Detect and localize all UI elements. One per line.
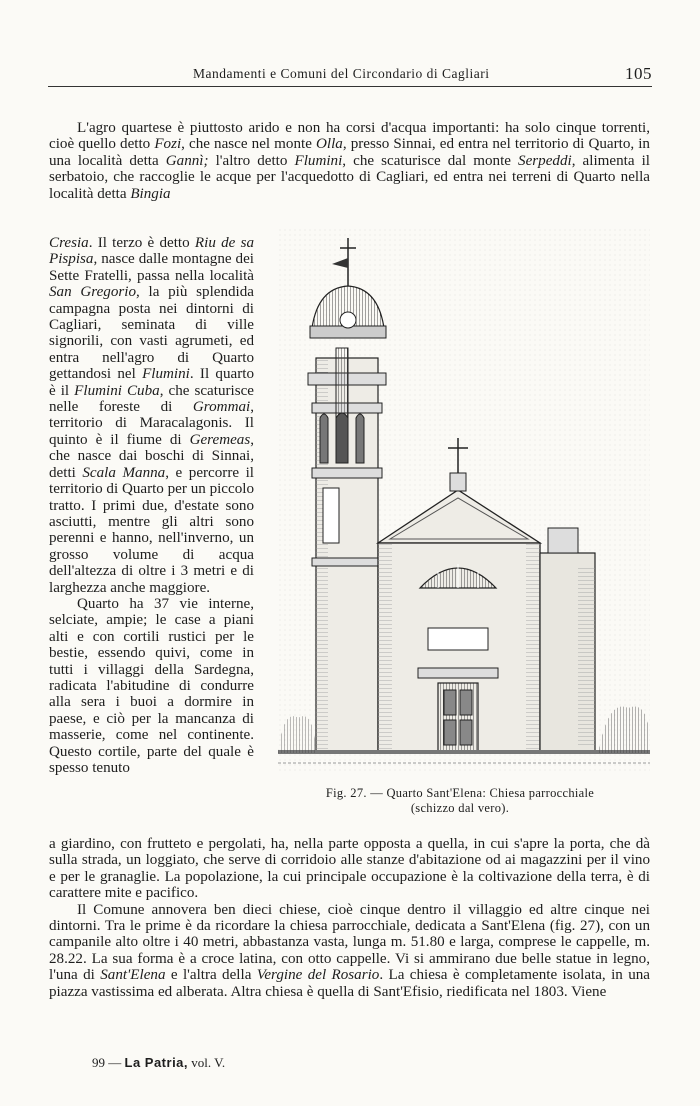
paragraph-village-and-churches	[49, 836, 650, 1000]
footer-signature: 99 —	[92, 1055, 122, 1070]
caption-line-2: (schizzo dal vero).	[410, 801, 510, 815]
footer-title: La Patria,	[124, 1055, 189, 1070]
page-footer	[92, 1055, 225, 1071]
figure-caption	[290, 786, 630, 816]
paragraph-village-left: Quarto ha 37 vie interne, selciate, ampie; le case a piani alti e con cortili rustici per le bestie, essendo quivi, come in tutti i villaggi della Sardegna, radicata l'abitudine di condurre alla sera i buoi a dormire in paese, e ciò per la mancanza di masserie, come nel continente. Questo cortile, parte del quale è spesso tenuto	[49, 595, 254, 776]
header-title: Mandamenti e Comuni del Circondario di Cagliari	[193, 66, 490, 81]
footer-volume: vol. V.	[191, 1055, 226, 1070]
paragraph-village-bottom: a giardino, con frutteto e pergolati, ha, nella parte opposta a quella, in cui s'apre la porta, che dà sulla strada, un loggiato, che serve di corridoio alle stanze d'abitazione od ai magazzini per il vino e per le granaglie. La popolazione, la cui principale occupazione è la coltivazione della terra, è di carattere mite e pacifico.	[49, 836, 650, 902]
caption-line-1: Fig. 27. — Quarto Sant'Elena: Chiesa parrocchiale	[325, 786, 595, 800]
running-header	[48, 64, 652, 87]
page-number: 105	[625, 64, 652, 83]
church-illustration	[278, 228, 650, 773]
paragraph-rivers-top: L'agro quartese è piuttosto arido e non ha corsi d'acqua importanti: ha solo cinque torrenti, cioè quello detto Fozi, che nasce nel monte Olla, presso Sinnai, ed entra nel territorio di Quarto, in una località detta Gannì; l'altro detto Flumini, che scaturisce dal monte Serpeddi, alimenta il serbatoio, che raccoglie le acque per l'acquedotto di Cagliari, ed entra nei terreni di Quarto nella località detta Bingia	[49, 120, 650, 202]
paragraph-rivers-column: Cresia. Il terzo è detto Riu de sa Pispisa, nasce dalle montagne dei Sette Fratelli, passa nella località San Gregorio, la più splendida campagna posta nei dintorni di Cagliari, seminata di ville signorili, con vasti agrumeti, ed entra nell'agro di Quarto gettandosi nel Flumini. Il quarto è il Flumini Cuba, che scaturisce nelle foreste di Grommai, territorio di Maracalagonis. Il quinto è il fiume di Geremeas, che nasce dai boschi di Sinnai, detti Scala Manna, e percorre il territorio di Quarto per un piccolo tratto. I primi due, d'estate sono asciutti, mentre gli altri sono perenni e hanno, nell'inverno, un grosso volume di acqua dell'altezza di oltre i 3 metri e di larghezza anche maggiore. Quarto ha 37 vie interne, selciate, ampie; le case a piani alti e con cortili rustici per le bestie, essendo quivi, come in tutti i villaggi della Sardegna, radicata l'abitudine di condurre alla sera i buoi a dormire in paese, e ciò per la mancanza di masserie, come nel continente. Questo cortile, parte del quale è spesso tenuto	[49, 235, 254, 776]
paragraph-churches: Il Comune annovera ben dieci chiese, cioè cinque dentro il villaggio ed altre cinque nei dintorni. Tra le prime è da ricordare la chiesa parrocchiale, dedicata a Sant'Elena (fig. 27), con un campanile alto oltre i 40 metri, abbastanza vasta, lunga m. 51.80 e larga, comprese le cappelle, m. 28.22. La sua forma è a croce latina, con otto cappelle. Vi si ammirano due belle statue in legno, l'una di Sant'Elena e l'altra della Vergine del Rosario. La chiesa è completamente isolata, in una piazza vastissima ed alberata. Altra chiesa è quella di Sant'Efisio, riedificata nel 1803. Viene	[49, 901, 650, 1000]
